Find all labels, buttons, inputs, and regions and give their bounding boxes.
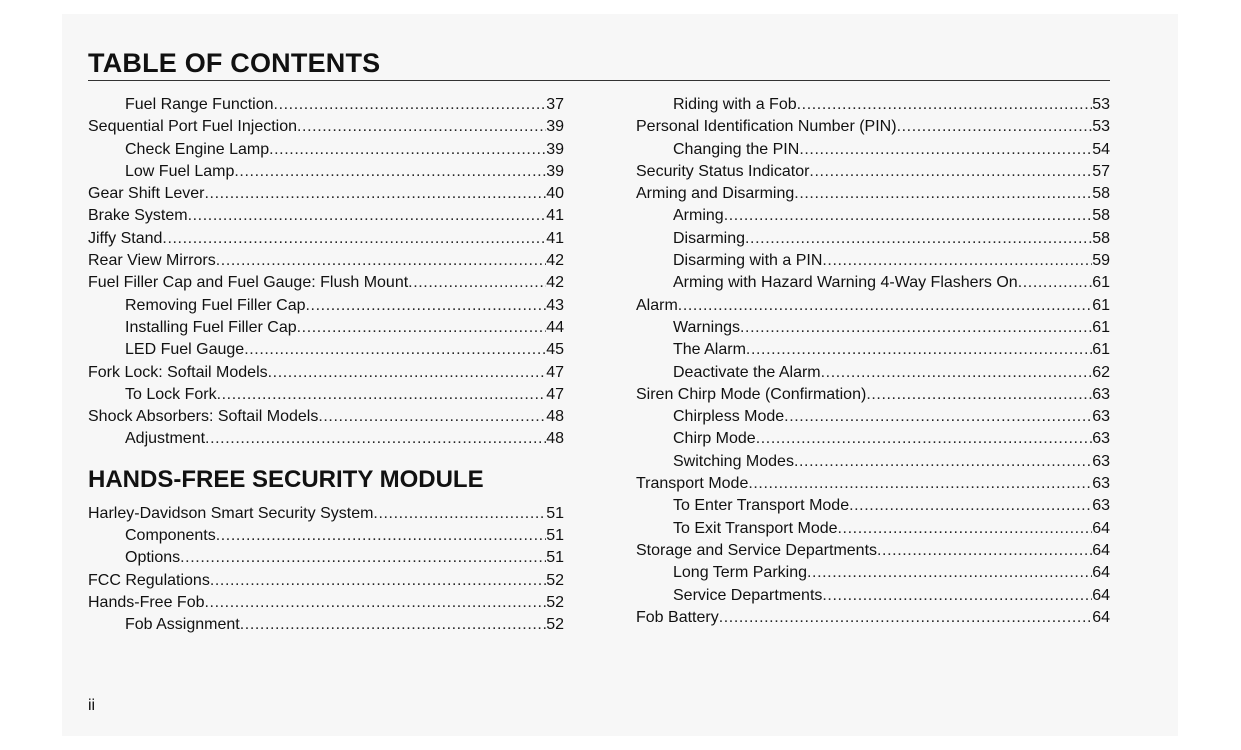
toc-entry-page: 52 [546,616,564,634]
toc-entry-label: Chirpless Mode [673,408,785,426]
toc-entry-label: Installing Fuel Filler Cap [125,318,297,336]
dot-leader [745,228,1092,250]
toc-entry-page: 52 [546,593,564,611]
toc-entry[interactable] [88,295,564,317]
toc-entry-page: 54 [1092,140,1110,158]
toc-entry-page: 42 [546,252,564,270]
toc-entry[interactable] [636,585,1110,607]
toc-entry[interactable] [636,562,1110,584]
toc-entry[interactable] [88,384,564,406]
toc-entry-page: 63 [1092,430,1110,448]
toc-entry[interactable] [636,473,1110,495]
dot-leader [205,428,546,450]
toc-entry-page: 62 [1092,363,1110,381]
dot-leader [849,495,1092,517]
toc-entry-page: 53 [1092,96,1110,113]
toc-entry[interactable] [88,525,564,547]
toc-entry[interactable] [636,540,1110,562]
toc-entry[interactable] [88,205,564,227]
toc-entry-page: 41 [546,229,564,247]
toc-entry-label: Riding with a Fob [673,96,797,113]
toc-entry-label: The Alarm [673,341,746,359]
toc-entry-page: 43 [546,296,564,314]
toc-left-column [88,94,564,637]
toc-entry-label: Jiffy Stand [88,229,163,247]
toc-entry-page: 64 [1092,608,1110,626]
toc-entry-page: 61 [1092,274,1110,292]
toc-entry[interactable] [88,116,564,138]
toc-entry-label: Fob Battery [636,608,719,626]
toc-entry-page: 59 [1092,252,1110,270]
toc-entry-label: Long Term Parking [673,564,807,582]
dot-leader [162,228,546,250]
dot-leader [297,317,547,339]
toc-entry-page: 61 [1092,318,1110,336]
toc-entry[interactable] [636,518,1110,540]
title-divider [88,80,1110,81]
toc-entry-label: Changing the PIN [673,140,800,158]
dot-leader [1018,272,1093,294]
toc-entry-page: 45 [546,341,564,359]
section-heading: HANDS-FREE SECURITY MODULE [88,465,484,493]
dot-leader [724,205,1093,227]
toc-entry-page: 63 [1092,475,1110,493]
toc-entry-page: 40 [546,185,564,203]
dot-leader [408,272,546,294]
dot-leader [821,362,1093,384]
toc-entry-label: Warnings [673,318,740,336]
dot-leader [822,250,1092,272]
toc-entry[interactable] [636,339,1110,361]
toc-right-column [636,94,1110,629]
toc-entry-label: Chirp Mode [673,430,756,448]
dot-leader [217,384,547,406]
toc-group-security-continued [636,94,1110,629]
toc-entry[interactable] [636,205,1110,227]
toc-entry-page: 63 [1092,497,1110,515]
toc-entry[interactable] [636,451,1110,473]
toc-entry[interactable] [636,139,1110,161]
toc-entry[interactable] [88,250,564,272]
toc-entry[interactable] [636,317,1110,339]
toc-entry-label: Hands-Free Fob [88,593,205,611]
dot-leader [318,406,546,428]
toc-entry-label: Siren Chirp Mode (Confirmation) [636,385,867,403]
dot-leader [234,161,546,183]
toc-entry-label: Harley-Davidson Smart Security System [88,504,374,522]
toc-entry[interactable] [636,116,1110,138]
toc-entry[interactable] [636,250,1110,272]
toc-entry-label: Service Departments [673,586,823,604]
toc-entry-label: Arming [673,207,724,225]
toc-entry-label: Brake System [88,207,188,225]
toc-entry-label: Options [125,549,181,567]
toc-entry-page: 47 [546,385,564,403]
toc-entry-page: 41 [546,207,564,225]
toc-entry[interactable] [636,495,1110,517]
toc-entry[interactable] [88,614,564,636]
toc-entry-page: 39 [546,118,564,136]
toc-entry-label: To Enter Transport Mode [673,497,850,515]
dot-leader [809,161,1092,183]
dot-leader [719,607,1093,629]
dot-leader [866,384,1092,406]
dot-leader [756,428,1093,450]
toc-entry-label: Transport Mode [636,475,749,493]
toc-entry[interactable] [636,362,1110,384]
toc-entry-page: 42 [546,274,564,292]
toc-entry[interactable] [636,406,1110,428]
toc-group-vehicle [88,94,564,451]
toc-entry-page: 61 [1092,296,1110,314]
dot-leader [877,540,1092,562]
dot-leader [797,94,1093,116]
dot-leader [794,183,1092,205]
toc-entry-label: Fuel Filler Cap and Fuel Gauge: Flush Mount [88,274,409,292]
toc-entry-page: 48 [546,430,564,448]
toc-entry-page: 58 [1092,229,1110,247]
toc-entry-page: 58 [1092,207,1110,225]
dot-leader [799,139,1092,161]
dot-leader [306,295,547,317]
toc-entry[interactable] [88,94,564,116]
dot-leader [205,592,547,614]
toc-entry[interactable] [636,228,1110,250]
toc-entry-page: 63 [1092,408,1110,426]
dot-leader [216,525,546,547]
toc-entry[interactable] [88,161,564,183]
toc-entry-label: Deactivate the Alarm [673,363,821,381]
toc-entry-page: 61 [1092,341,1110,359]
toc-entry[interactable] [636,607,1110,629]
toc-group-security [88,503,564,637]
toc-entry-label: FCC Regulations [88,571,210,589]
toc-entry[interactable] [88,428,564,450]
toc-entry-label: To Lock Fork [125,385,217,403]
toc-entry[interactable] [88,547,564,569]
toc-entry[interactable] [88,570,564,592]
toc-entry[interactable] [636,94,1110,116]
toc-entry-label: Fob Assignment [125,616,240,634]
toc-entry-label: Arming with Hazard Warning 4-Way Flashers On [673,274,1018,292]
toc-entry-label: To Exit Transport Mode [673,519,838,537]
dot-leader [274,94,547,116]
toc-entry-label: Switching Modes [673,452,794,470]
toc-entry[interactable] [88,228,564,250]
toc-entry[interactable] [88,503,564,525]
toc-entry[interactable] [88,362,564,384]
toc-entry[interactable] [88,406,564,428]
toc-entry-label: Disarming with a PIN [673,252,823,270]
dot-leader [784,406,1092,428]
toc-entry[interactable] [88,139,564,161]
toc-entry-label: Personal Identification Number (PIN) [636,118,897,136]
toc-entry-page: 51 [546,504,564,522]
toc-entry-page: 63 [1092,385,1110,403]
toc-entry-page: 64 [1092,586,1110,604]
toc-entry-page: 39 [546,162,564,180]
toc-entry-page: 48 [546,408,564,426]
toc-entry[interactable] [636,428,1110,450]
toc-entry-page: 64 [1092,564,1110,582]
toc-entry-label: Rear View Mirrors [88,252,216,270]
dot-leader [678,295,1092,317]
toc-entry-page: 64 [1092,519,1110,537]
toc-entry-page: 52 [546,571,564,589]
toc-entry-label: Gear Shift Lever [88,185,205,203]
toc-entry[interactable] [88,339,564,361]
toc-entry-label: Security Status Indicator [636,162,810,180]
toc-entry-page: 47 [546,363,564,381]
dot-leader [180,547,546,569]
toc-entry-page: 51 [546,527,564,545]
dot-leader [807,562,1092,584]
toc-entry-label: Fork Lock: Softail Models [88,363,268,381]
dot-leader [897,116,1093,138]
dot-leader [838,518,1093,540]
page-number: ii [88,697,96,714]
dot-leader [244,339,546,361]
dot-leader [748,473,1092,495]
page-title: TABLE OF CONTENTS [88,48,381,78]
toc-entry-label: Disarming [673,229,746,247]
toc-entry-page: 58 [1092,185,1110,203]
toc-entry-page: 64 [1092,541,1110,559]
dot-leader [216,250,546,272]
toc-entry-label: Components [125,527,216,545]
dot-leader [268,362,547,384]
dot-leader [794,451,1092,473]
toc-entry-label: Alarm [636,296,678,314]
toc-entry-label: Removing Fuel Filler Cap [125,296,306,314]
toc-entry-label: Low Fuel Lamp [125,162,235,180]
toc-entry[interactable] [636,183,1110,205]
toc-entry-label: Storage and Service Departments [636,541,878,559]
dot-leader [297,116,546,138]
toc-entry[interactable] [636,295,1110,317]
toc-entry-page: 53 [1092,118,1110,136]
toc-entry[interactable] [636,272,1110,294]
toc-entry-page: 39 [546,140,564,158]
dot-leader [188,205,547,227]
toc-entry-page: 57 [1092,162,1110,180]
toc-entry-label: Fuel Range Function [125,96,274,113]
toc-entry-label: LED Fuel Gauge [125,341,245,359]
dot-leader [240,614,546,636]
dot-leader [373,503,546,525]
toc-entry-label: Sequential Port Fuel Injection [88,118,298,136]
dot-leader [269,139,546,161]
toc-entry-label: Adjustment [125,430,206,448]
dot-leader [740,317,1092,339]
toc-entry-label: Shock Absorbers: Softail Models [88,408,319,426]
dot-leader [205,183,547,205]
toc-entry-label: Arming and Disarming [636,185,795,203]
dot-leader [746,339,1092,361]
toc-entry[interactable] [636,161,1110,183]
toc-entry[interactable] [636,384,1110,406]
toc-entry-page: 37 [546,96,564,113]
toc-entry[interactable] [88,272,564,294]
toc-entry[interactable] [88,183,564,205]
toc-entry[interactable] [88,317,564,339]
toc-entry-page: 51 [546,549,564,567]
toc-entry-page: 44 [546,318,564,336]
toc-entry-page: 63 [1092,452,1110,470]
toc-entry[interactable] [88,592,564,614]
dot-leader [210,570,546,592]
toc-entry-label: Check Engine Lamp [125,140,270,158]
dot-leader [822,585,1092,607]
